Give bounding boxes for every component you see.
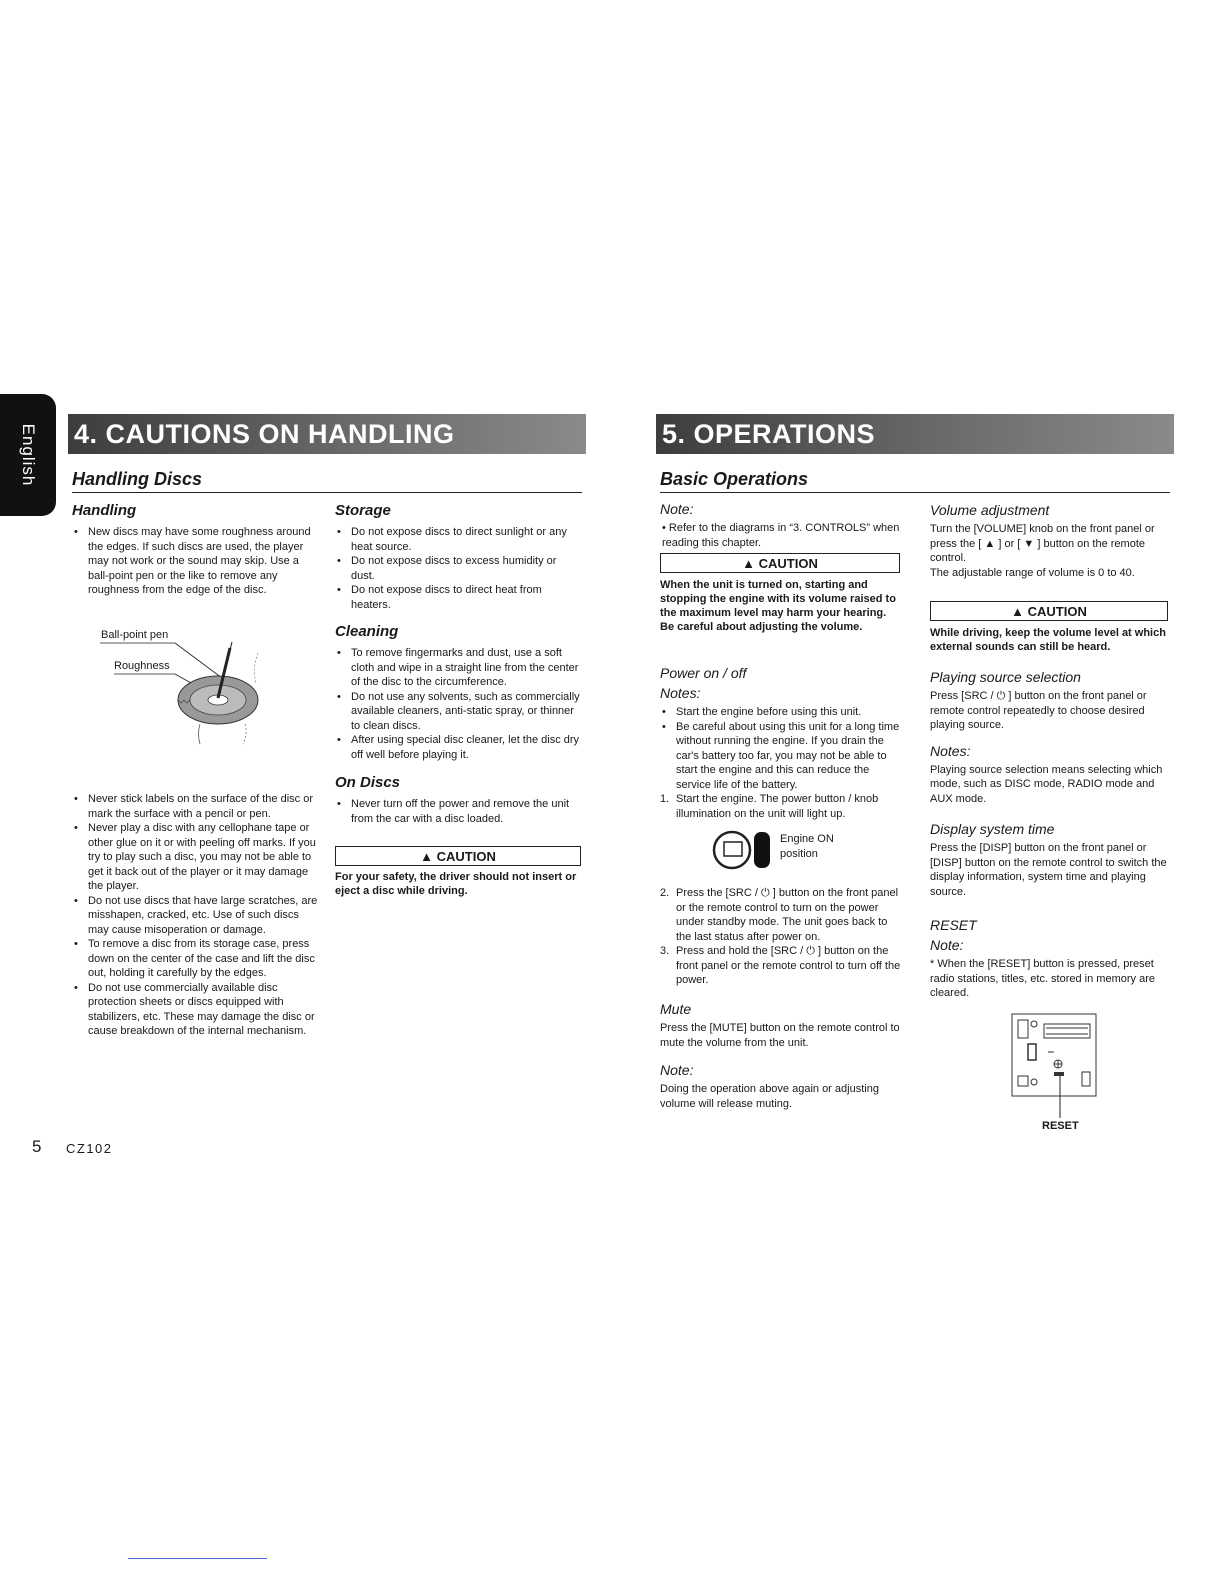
step-item: 1. Start the engine. The power button / knob illumination on the unit will light up. bbox=[660, 793, 879, 820]
reset-figure bbox=[1010, 1012, 1100, 1137]
source-title: Playing source selection bbox=[930, 669, 1081, 685]
list-item: • After using special disc cleaner, let the disc dry off well before playing it. bbox=[335, 733, 583, 762]
list-item: • To remove a disc from its storage case, press down on the center of the case and lift the disc out, holding it carefully by the edges. bbox=[72, 937, 320, 981]
on-discs-block bbox=[335, 774, 583, 826]
list-item: • Start the engine before using this unit. bbox=[660, 705, 902, 720]
list-item: • Do not expose discs to excess humidity or dust. bbox=[335, 554, 583, 583]
language-label: English bbox=[19, 423, 38, 487]
mute-note-title: Note: bbox=[660, 1062, 694, 1078]
front-panel-illustration bbox=[1010, 1012, 1100, 1118]
list-item: • Never turn off the power and remove the unit from the car with a disc loaded. bbox=[335, 797, 583, 826]
list-item: • Do not use any solvents, such as commercially available cleaners, anti-static spray, or thinner to clean discs. bbox=[335, 690, 583, 734]
cleaning-block bbox=[335, 623, 583, 762]
handling-block bbox=[72, 502, 320, 598]
on-discs-title: On Discs bbox=[335, 774, 401, 791]
step-item: 3. Press and hold the [SRC / ⏻ ] button on the front panel or the remote control to turn off the power. bbox=[660, 945, 901, 986]
list-item: • Do not expose discs to direct sunlight or any heat source. bbox=[335, 525, 583, 554]
reset-note-text: * When the [RESET] button is pressed, preset radio stations, titles, etc. stored in memory are cleared. bbox=[930, 958, 1155, 999]
power-title: Power on / off bbox=[660, 665, 747, 681]
caution-text-line: Be careful about adjusting the volume. bbox=[660, 621, 863, 633]
power-notes-title: Notes: bbox=[660, 685, 701, 701]
list-item: • Do not use commercially available disc protection sheets or discs equipped with stabilizers, etc. These may damage the disc or cause breakdown of the internal mechanism. bbox=[72, 981, 320, 1039]
list-item: • Do not use discs that have large scratches, are misshapen, cracked, etc. Use of such discs may cause misoperation or damage. bbox=[72, 894, 320, 938]
caution-box-disc bbox=[335, 846, 581, 866]
handling-title: Handling bbox=[72, 502, 137, 519]
storage-block bbox=[335, 502, 583, 612]
label-roughness: Roughness bbox=[114, 660, 170, 672]
footer-rule bbox=[128, 1558, 267, 1559]
engine-on-label: Engine ON position bbox=[780, 833, 834, 860]
reset-note-title: Note: bbox=[930, 937, 964, 953]
reset-block bbox=[930, 917, 1170, 1001]
warning-triangle-icon: ▲ bbox=[742, 556, 756, 571]
power-steps bbox=[660, 886, 902, 988]
display-block bbox=[930, 821, 1170, 899]
mute-block bbox=[660, 1001, 902, 1111]
source-notes-title: Notes: bbox=[930, 742, 971, 759]
handling-bullets bbox=[72, 792, 320, 1039]
source-notes-text: Playing source selection means selecting which mode, such as DISC mode, RADIO mode and AUX mode. bbox=[930, 763, 1163, 805]
mute-note-text: Doing the operation above again or adjusting volume will release muting. bbox=[660, 1083, 879, 1110]
list-item: • Be careful about using this unit for a long time without running the engine. If you drain the car's battery too far, you may not be able to start the engine and this can reduce the service life of the battery. bbox=[660, 720, 902, 793]
cleaning-title: Cleaning bbox=[335, 623, 399, 640]
display-title: Display system time bbox=[930, 821, 1055, 837]
mute-text: Press the [MUTE] button on the remote control to mute the volume from the unit. bbox=[660, 1022, 900, 1049]
source-block bbox=[930, 669, 1170, 806]
caution-text-line: When the unit is turned on, starting and stopping the engine with its volume raised to the maximum level may harm your hearing. bbox=[660, 579, 896, 619]
caution-text-disc: For your safety, the driver should not insert or eject a disc while driving. bbox=[335, 871, 577, 897]
banner-title: 4. CAUTIONS ON HANDLING bbox=[74, 419, 455, 449]
list-item: • To remove fingermarks and dust, use a soft cloth and wipe in a straight line from the center of the disc to the circumference. bbox=[335, 646, 583, 690]
page-number: 5 bbox=[32, 1137, 42, 1156]
warning-triangle-icon: ▲ bbox=[420, 849, 434, 864]
mute-title: Mute bbox=[660, 1001, 692, 1017]
volume-range-text: The adjustable range of volume is 0 to 40. bbox=[930, 566, 1135, 579]
disc-figure bbox=[100, 628, 280, 758]
section-heading-basic-operations: Basic Operations bbox=[660, 469, 1170, 493]
engine-figure bbox=[702, 828, 872, 872]
reset-title: RESET bbox=[930, 917, 977, 933]
display-text: Press the [DISP] button on the front panel or [DISP] button on the remote control to switch the display information, system time and playing source. bbox=[930, 842, 1167, 898]
caution-label: CAUTION bbox=[1027, 604, 1087, 619]
caution-box-driving-volume bbox=[930, 601, 1168, 621]
ignition-key-icon bbox=[702, 828, 774, 872]
caution-label: CAUTION bbox=[436, 849, 496, 864]
language-tab bbox=[0, 394, 56, 516]
caution-text-power bbox=[660, 578, 902, 634]
caution-label: CAUTION bbox=[758, 556, 818, 571]
power-block bbox=[660, 665, 902, 821]
note-title: Note: bbox=[660, 501, 694, 517]
section-banner-operations bbox=[656, 414, 1174, 454]
storage-title: Storage bbox=[335, 502, 391, 519]
caution-box-volume-power bbox=[660, 553, 900, 573]
note-text: • Refer to the diagrams in “3. CONTROLS” when reading this chapter. bbox=[662, 522, 900, 549]
volume-block bbox=[930, 502, 1170, 580]
step-item: 2. Press the [SRC / ⏻ ] button on the front panel or the remote control to turn on the power under standby mode. The unit goes back to the last status after power on. bbox=[660, 887, 899, 943]
section-banner-cautions bbox=[68, 414, 586, 454]
list-item: • Never stick labels on the surface of the disc or mark the surface with a pencil or pen. bbox=[72, 792, 320, 821]
banner-title: 5. OPERATIONS bbox=[662, 419, 876, 449]
reset-figure-label: RESET bbox=[1042, 1120, 1079, 1132]
list-item: • Never play a disc with any cellophane tape or other glue on it or with peeling off marks. If you try to play such a disc, you may not be able to get it back out of the player or it may damage the player. bbox=[72, 821, 320, 894]
model-name: CZ102 bbox=[66, 1141, 113, 1156]
volume-text: Turn the [VOLUME] knob on the front panel or press the [ ▲ ] or [ ▼ ] button on the remote control. bbox=[930, 523, 1155, 564]
section-heading-handling-discs: Handling Discs bbox=[72, 469, 582, 493]
disc-illustration bbox=[100, 628, 280, 758]
handling-intro: • New discs may have some roughness around the edges. If such discs are used, the player may not work or the sound may skip. Use a ball-point pen or the like to remove any roughness from the edge of the disc. bbox=[72, 525, 320, 598]
list-item: • Do not expose discs to direct heat from heaters. bbox=[335, 583, 583, 612]
volume-title: Volume adjustment bbox=[930, 502, 1050, 518]
warning-triangle-icon: ▲ bbox=[1011, 604, 1025, 619]
note-block bbox=[660, 501, 902, 550]
source-text: Press [SRC / ⏻ ] button on the front panel or remote control repeatedly to choose desired playing source. bbox=[930, 690, 1147, 731]
caution-text-volume: While driving, keep the volume level at which external sounds can still be heard. bbox=[930, 627, 1166, 653]
label-ball-point-pen: Ball-point pen bbox=[101, 629, 169, 641]
